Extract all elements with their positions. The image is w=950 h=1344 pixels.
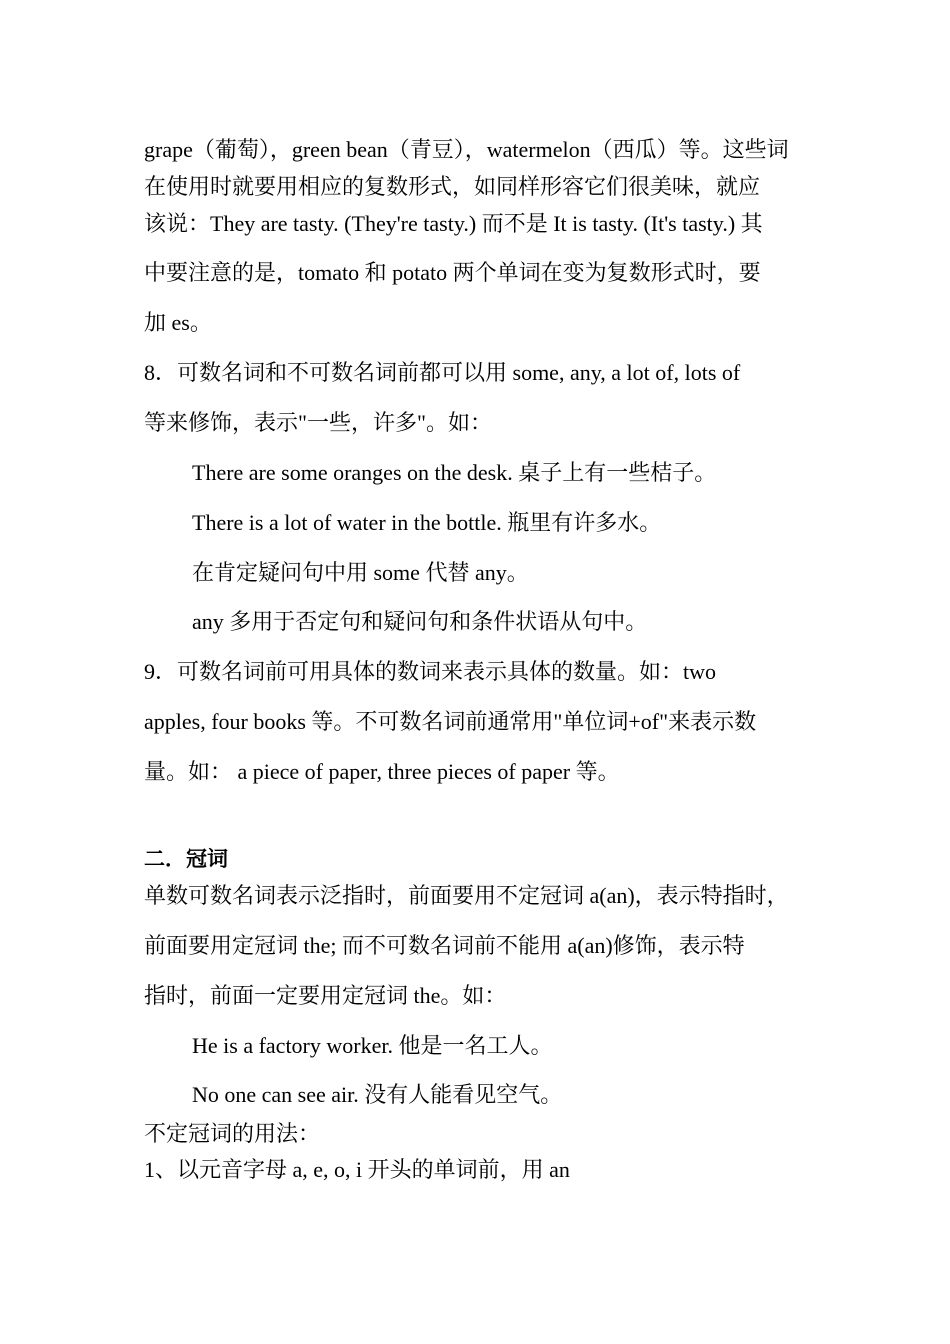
paragraph-line: 等来修饰，表示"一些，许多"。如： <box>144 410 492 435</box>
example-sentence: There are some oranges on the desk. 桌子上有一些桔子。 <box>192 460 717 485</box>
section-heading: 二．冠词 <box>144 847 228 871</box>
list-item-1: 1、以元音字母 a, e, o, i 开头的单词前，用 an <box>144 1157 570 1182</box>
paragraph-line: 中要注意的是，tomato 和 potato 两个单词在变为复数形式时，要 <box>144 260 761 285</box>
paragraph-line: 前面要用定冠词 the; 而不可数名词前不能用 a(an)修饰，表示特 <box>144 933 745 958</box>
example-sentence: He is a factory worker. 他是一名工人。 <box>192 1033 553 1058</box>
list-item-9: 9．可数名词前可用具体的数词来表示具体的数量。如：two <box>144 659 717 684</box>
example-sentence: No one can see air. 没有人能看见空气。 <box>192 1082 563 1107</box>
note-line: any 多用于否定句和疑问句和条件状语从句中。 <box>192 609 648 634</box>
note-line: 在肯定疑问句中用 some 代替 any。 <box>192 560 529 585</box>
paragraph-line: 指时，前面一定要用定冠词 the。如： <box>144 983 507 1008</box>
list-item-8: 8．可数名词和不可数名词前都可以用 some, any, a lot of, lots of <box>144 360 741 385</box>
subheading-line: 不定冠词的用法： <box>144 1121 321 1146</box>
example-sentence: There is a lot of water in the bottle. 瓶里有许多水。 <box>192 510 662 535</box>
paragraph-line: grape（葡萄），green bean（青豆），watermelon（西瓜）等。这些词 <box>144 137 789 162</box>
paragraph-line: 该说：They are tasty. (They're tasty.) 而不是 It is tasty. (It's tasty.) 其 <box>144 211 763 236</box>
paragraph-line: apples, four books 等。不可数名词前通常用"单位词+of"来表示数 <box>144 709 757 734</box>
paragraph-line: 加 es。 <box>144 310 212 335</box>
paragraph-line: 量。如： a piece of paper, three pieces of paper 等。 <box>144 759 620 784</box>
paragraph-line: 单数可数名词表示泛指时，前面要用不定冠词 a(an)，表示特指时， <box>144 883 789 908</box>
paragraph-line: 在使用时就要用相应的复数形式，如同样形容它们很美味，就应 <box>144 174 761 199</box>
